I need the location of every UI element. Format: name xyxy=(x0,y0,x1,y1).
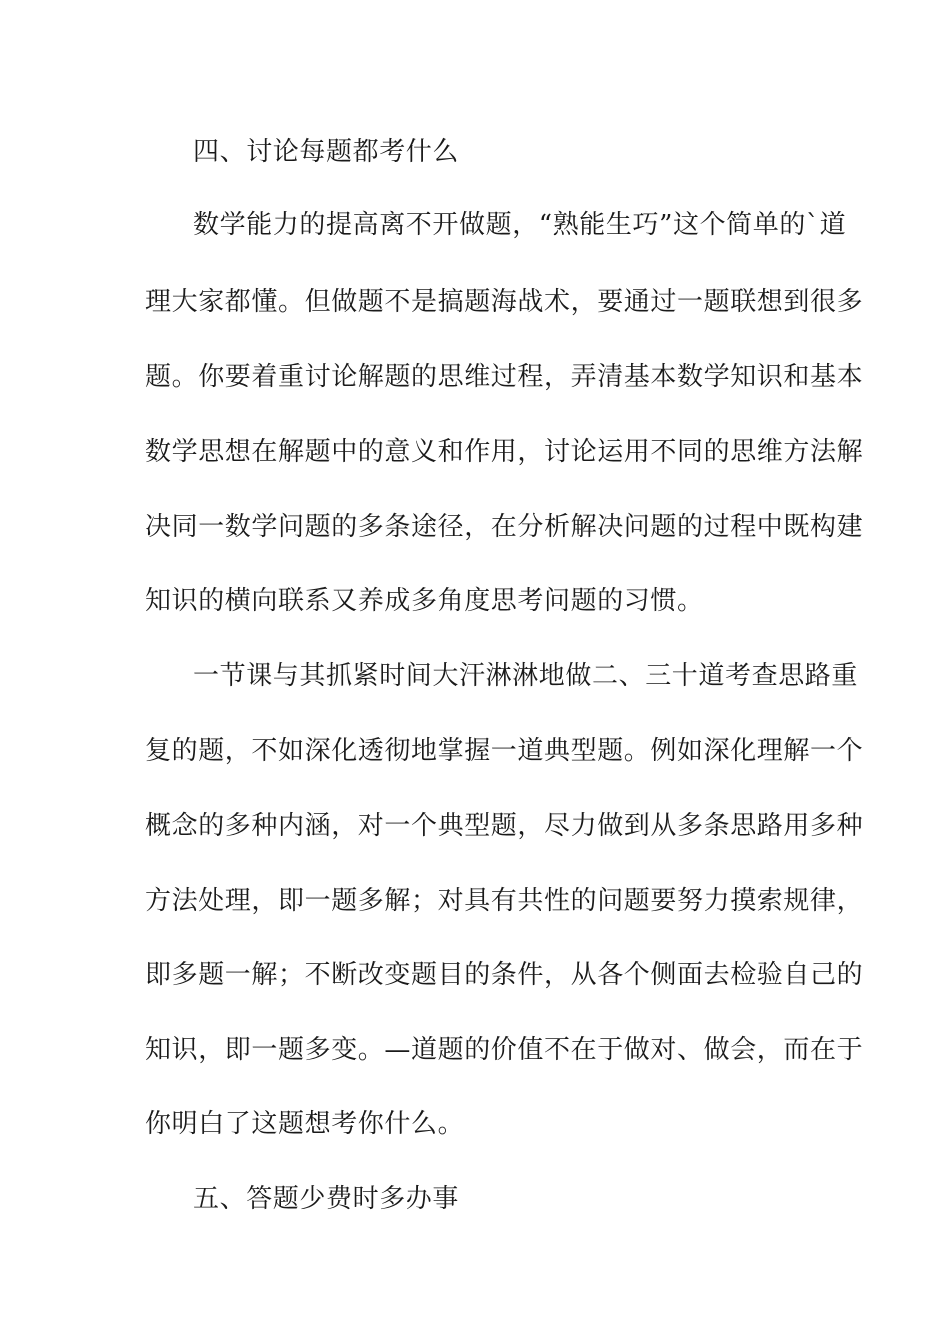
paragraph-line: 一节课与其抓紧时间大汗淋淋地做二、三十道考查思路重 xyxy=(193,661,859,691)
paragraph-line: 即多题一解；不断改变题目的条件，从各个侧面去检验自己的 xyxy=(145,960,864,990)
section-heading-4: 四、讨论每题都考什么 xyxy=(193,137,460,167)
paragraph-line: 知识，即一题多变。—道题的价值不在于做对、做会，而在于 xyxy=(145,1035,864,1065)
paragraph-line: 数学思想在解题中的意义和作用，讨论运用不同的思维方法解 xyxy=(145,437,864,467)
paragraph-line: 复的题，不如深化透彻地掌握一道典型题。例如深化理解一个 xyxy=(145,736,864,766)
paragraph-line: 知识的横向联系又养成多角度思考问题的习惯。 xyxy=(145,586,704,616)
paragraph-line: 方法处理，即一题多解；对具有共性的问题要努力摸索规律， xyxy=(145,886,864,916)
paragraph-line: 数学能力的提高离不开做题，“熟能生巧”这个简单的`道 xyxy=(193,210,847,240)
paragraph-line: 理大家都懂。但做题不是搞题海战术，要通过一题联想到很多 xyxy=(145,287,864,317)
paragraph-line: 你明白了这题想考你什么。 xyxy=(145,1109,465,1139)
paragraph-line: 题。你要着重讨论解题的思维过程，弄清基本数学知识和基本 xyxy=(145,362,864,392)
paragraph-line: 概念的多种内涵，对一个典型题，尽力做到从多条思路用多种 xyxy=(145,811,864,841)
paragraph-line: 决同一数学问题的多条途径，在分析解决问题的过程中既构建 xyxy=(145,512,864,542)
section-heading-5: 五、答题少费时多办事 xyxy=(193,1184,460,1214)
